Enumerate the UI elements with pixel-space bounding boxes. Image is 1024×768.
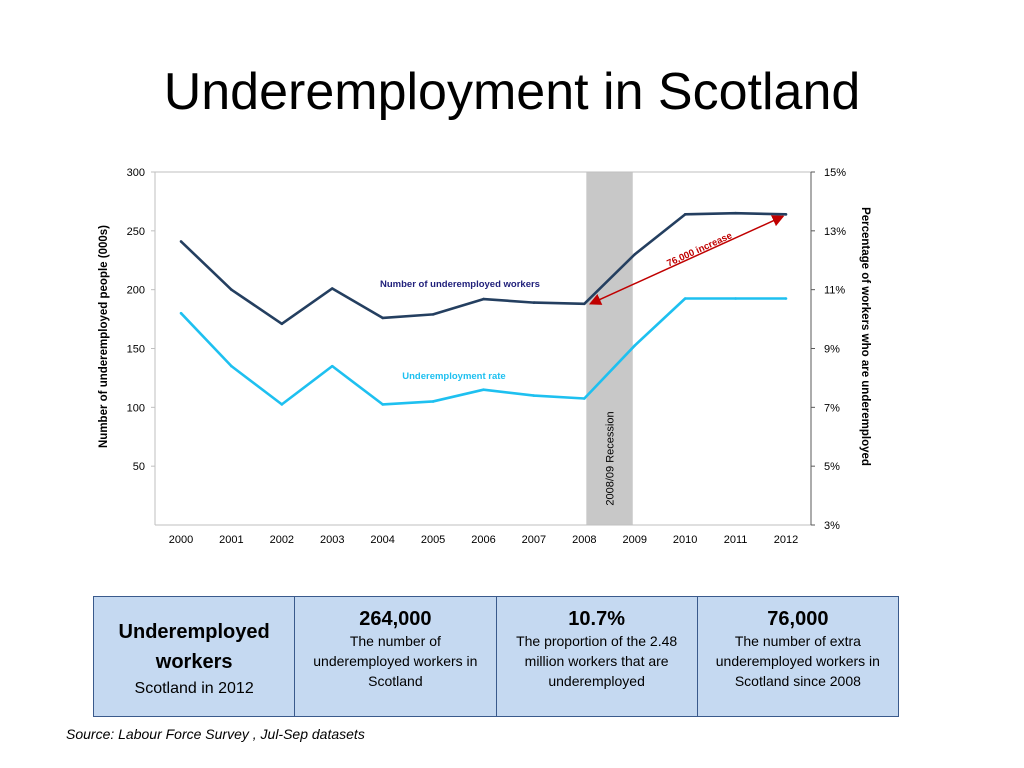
y2-tick-label: 9% <box>824 343 840 356</box>
stat-card-count <box>295 597 496 716</box>
y-tick-label: 150 <box>126 343 145 356</box>
rate-point-2003 <box>331 365 334 368</box>
x-tick-label: 2011 <box>723 534 748 546</box>
x-tick-label: 2003 <box>320 534 345 546</box>
series-label-rate: Underemployment rate <box>402 371 506 382</box>
y-tick-label: 300 <box>126 167 145 179</box>
stat-increase-description: The number of extra underemployed workers in Scotland since 2008 <box>715 633 880 689</box>
series-label-number: Number of underemployed workers <box>380 279 540 290</box>
x-tick-label: 2004 <box>370 534 395 546</box>
x-tick-label: 2007 <box>521 534 547 546</box>
rate-point-2011 <box>734 297 737 300</box>
rate-point-2007 <box>533 394 536 397</box>
y2-tick-label: 11% <box>824 284 846 297</box>
y-tick-label: 50 <box>132 461 145 474</box>
stat-card-increase <box>698 597 898 716</box>
stat-summary-subheading: Scotland in 2012 <box>134 680 254 697</box>
x-tick-label: 2012 <box>773 534 799 546</box>
number-point-2006 <box>482 298 485 301</box>
y-tick-label: 100 <box>126 402 145 415</box>
x-tick-label: 2000 <box>168 534 194 546</box>
number-point-2007 <box>533 301 536 304</box>
slide-title: Underemployment in Scotland <box>163 63 861 121</box>
y-tick-label: 250 <box>126 225 145 238</box>
x-tick-label: 2006 <box>471 534 496 546</box>
increase-annotation: 76,000 increase <box>665 230 734 270</box>
stat-card-proportion <box>497 597 698 716</box>
x-tick-label: 2002 <box>269 534 295 546</box>
y-axis-title: Number of underemployed people (000s) <box>98 224 110 449</box>
y2-axis-title: Percentage of workers who are underemployed <box>859 207 871 466</box>
y2-tick-label: 3% <box>824 520 840 532</box>
stats-panel <box>93 596 899 717</box>
stat-count-description: The number of underemployed workers in Scotland <box>313 633 478 689</box>
recession-label: 2008/09 Recession <box>604 411 617 506</box>
stat-summary-heading: Underemployed workers <box>118 621 270 673</box>
rate-point-2009 <box>633 344 636 347</box>
number-point-2000 <box>180 240 183 243</box>
number-point-2009 <box>633 253 636 256</box>
number-point-2011 <box>734 212 737 215</box>
rate-point-2010 <box>684 297 687 300</box>
stat-count-value: 264,000 <box>359 608 432 630</box>
rate-point-2005 <box>432 400 435 403</box>
x-tick-label: 2001 <box>219 534 244 546</box>
number-point-2003 <box>331 287 334 290</box>
number-point-2002 <box>281 322 284 325</box>
rate-point-2006 <box>482 388 485 391</box>
rate-point-2002 <box>281 403 284 406</box>
y2-tick-label: 5% <box>824 461 840 474</box>
stat-increase-value: 76,000 <box>767 608 829 630</box>
x-tick-label: 2005 <box>420 534 446 546</box>
rate-point-2012 <box>785 297 788 300</box>
y-tick-label: 200 <box>126 284 145 297</box>
stat-card-summary <box>94 597 295 716</box>
source-note: Source: Labour Force Survey , Jul-Sep datasets <box>66 726 365 742</box>
stat-proportion-value: 10.7% <box>568 608 625 630</box>
y2-tick-label: 13% <box>824 225 847 238</box>
rate-point-2008 <box>583 397 586 400</box>
number-point-2010 <box>684 213 687 216</box>
number-point-2008 <box>583 302 586 305</box>
rate-point-2001 <box>230 365 233 368</box>
x-tick-label: 2010 <box>672 534 698 546</box>
number-point-2001 <box>230 288 233 291</box>
stat-proportion-description: The proportion of the 2.48 million workers that are underemployed <box>516 633 678 689</box>
x-tick-label: 2009 <box>622 534 647 546</box>
x-tick-label: 2008 <box>572 534 597 546</box>
number-point-2012 <box>785 213 788 216</box>
y2-tick-label: 15% <box>824 167 847 179</box>
rate-point-2000 <box>180 312 183 315</box>
y2-tick-label: 7% <box>824 402 840 415</box>
number-point-2004 <box>381 317 384 320</box>
rate-point-2004 <box>381 403 384 406</box>
number-point-2005 <box>432 313 435 316</box>
series-line-number <box>181 213 786 324</box>
